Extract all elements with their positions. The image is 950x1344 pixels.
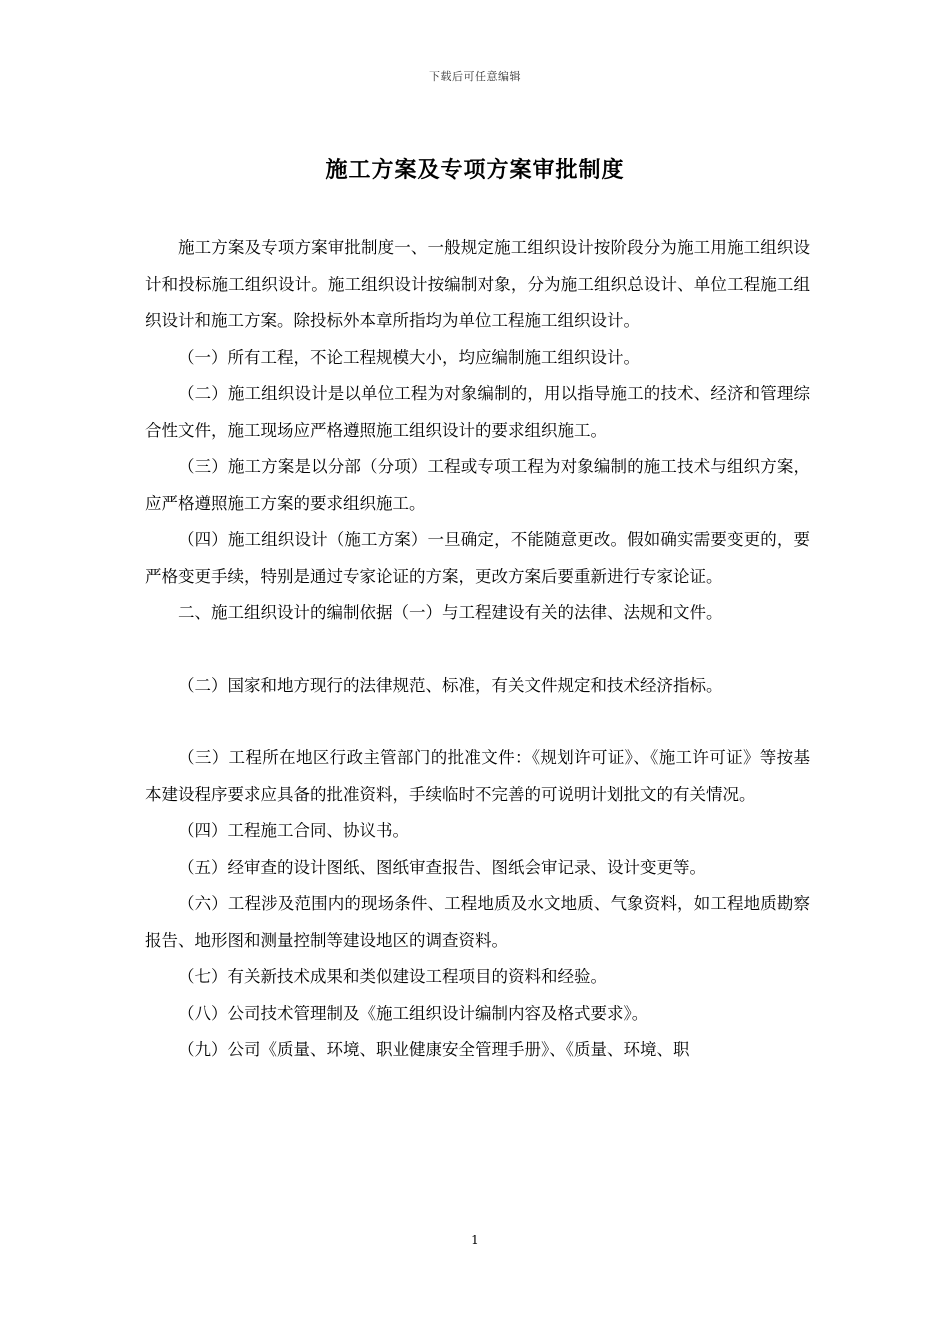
paragraph-item: （五）经审查的设计图纸、图纸审查报告、图纸会审记录、设计变更等。	[178, 857, 706, 877]
paragraph-item: （二）施工组织设计是以单位工程为对象编制的，用以指导施工的技术、经济和管理综合性文件，施工现场应严格遵照施工组织设计的要求组织施工。	[145, 384, 810, 440]
paragraph-item: （二）国家和地方现行的法律规范、标准，有关文件规定和技术经济指标。	[178, 675, 723, 695]
paragraph-item: （六）工程涉及范围内的现场条件、工程地质及水文地质、气象资料，如工程地质勘察报告、地形图和测量控制等建设地区的调查资料。	[145, 894, 810, 950]
section-heading-paragraph: 二、施工组织设计的编制依据（一）与工程建设有关的法律、法规和文件。	[178, 603, 723, 622]
paragraph-item: （三）工程所在地区行政主管部门的批准文件：《规划许可证》、《施工许可证》等按基本建设程序要求应具备的批准资料，手续临时不完善的可说明计划批文的有关情况。	[145, 748, 810, 804]
paragraph-item: （九）公司《质量、环境、职业健康安全管理手册》、《质量、环境、职	[178, 1040, 690, 1059]
paragraph-item: （四）施工组织设计（施工方案）一旦确定，不能随意更改。假如确实需要变更的，要严格变更手续，特别是通过专家论证的方案，更改方案后要重新进行专家论证。	[145, 530, 810, 586]
paragraph-intro: 施工方案及专项方案审批制度一、一般规定施工组织设计按阶段分为施工用施工组织设计和投标施工组织设计。施工组织设计按编制对象，分为施工组织总设计、单位工程施工组织设计和施工方案。除投标外本章所指均为单位工程施工组织设计。	[145, 238, 810, 330]
paragraph-item: （一）所有工程，不论工程规模大小，均应编制施工组织设计。	[178, 347, 640, 367]
paragraph-item: （八）公司技术管理制及《施工组织设计编制内容及格式要求》。	[178, 1003, 649, 1023]
paragraph-item: （七）有关新技术成果和类似建设工程项目的资料和经验。	[178, 967, 607, 986]
paragraph-item: （四）工程施工合同、协议书。	[178, 821, 409, 840]
document-body	[145, 230, 810, 1069]
document-title: 施工方案及专项方案审批制度	[325, 157, 625, 183]
paragraph-item: （三）施工方案是以分部（分项）工程或专项工程为对象编制的施工技术与组织方案，应严格遵照施工方案的要求组织施工。	[145, 457, 810, 513]
page-header-note: 下载后可任意编辑	[429, 70, 521, 83]
page-number: 1	[471, 1233, 479, 1247]
